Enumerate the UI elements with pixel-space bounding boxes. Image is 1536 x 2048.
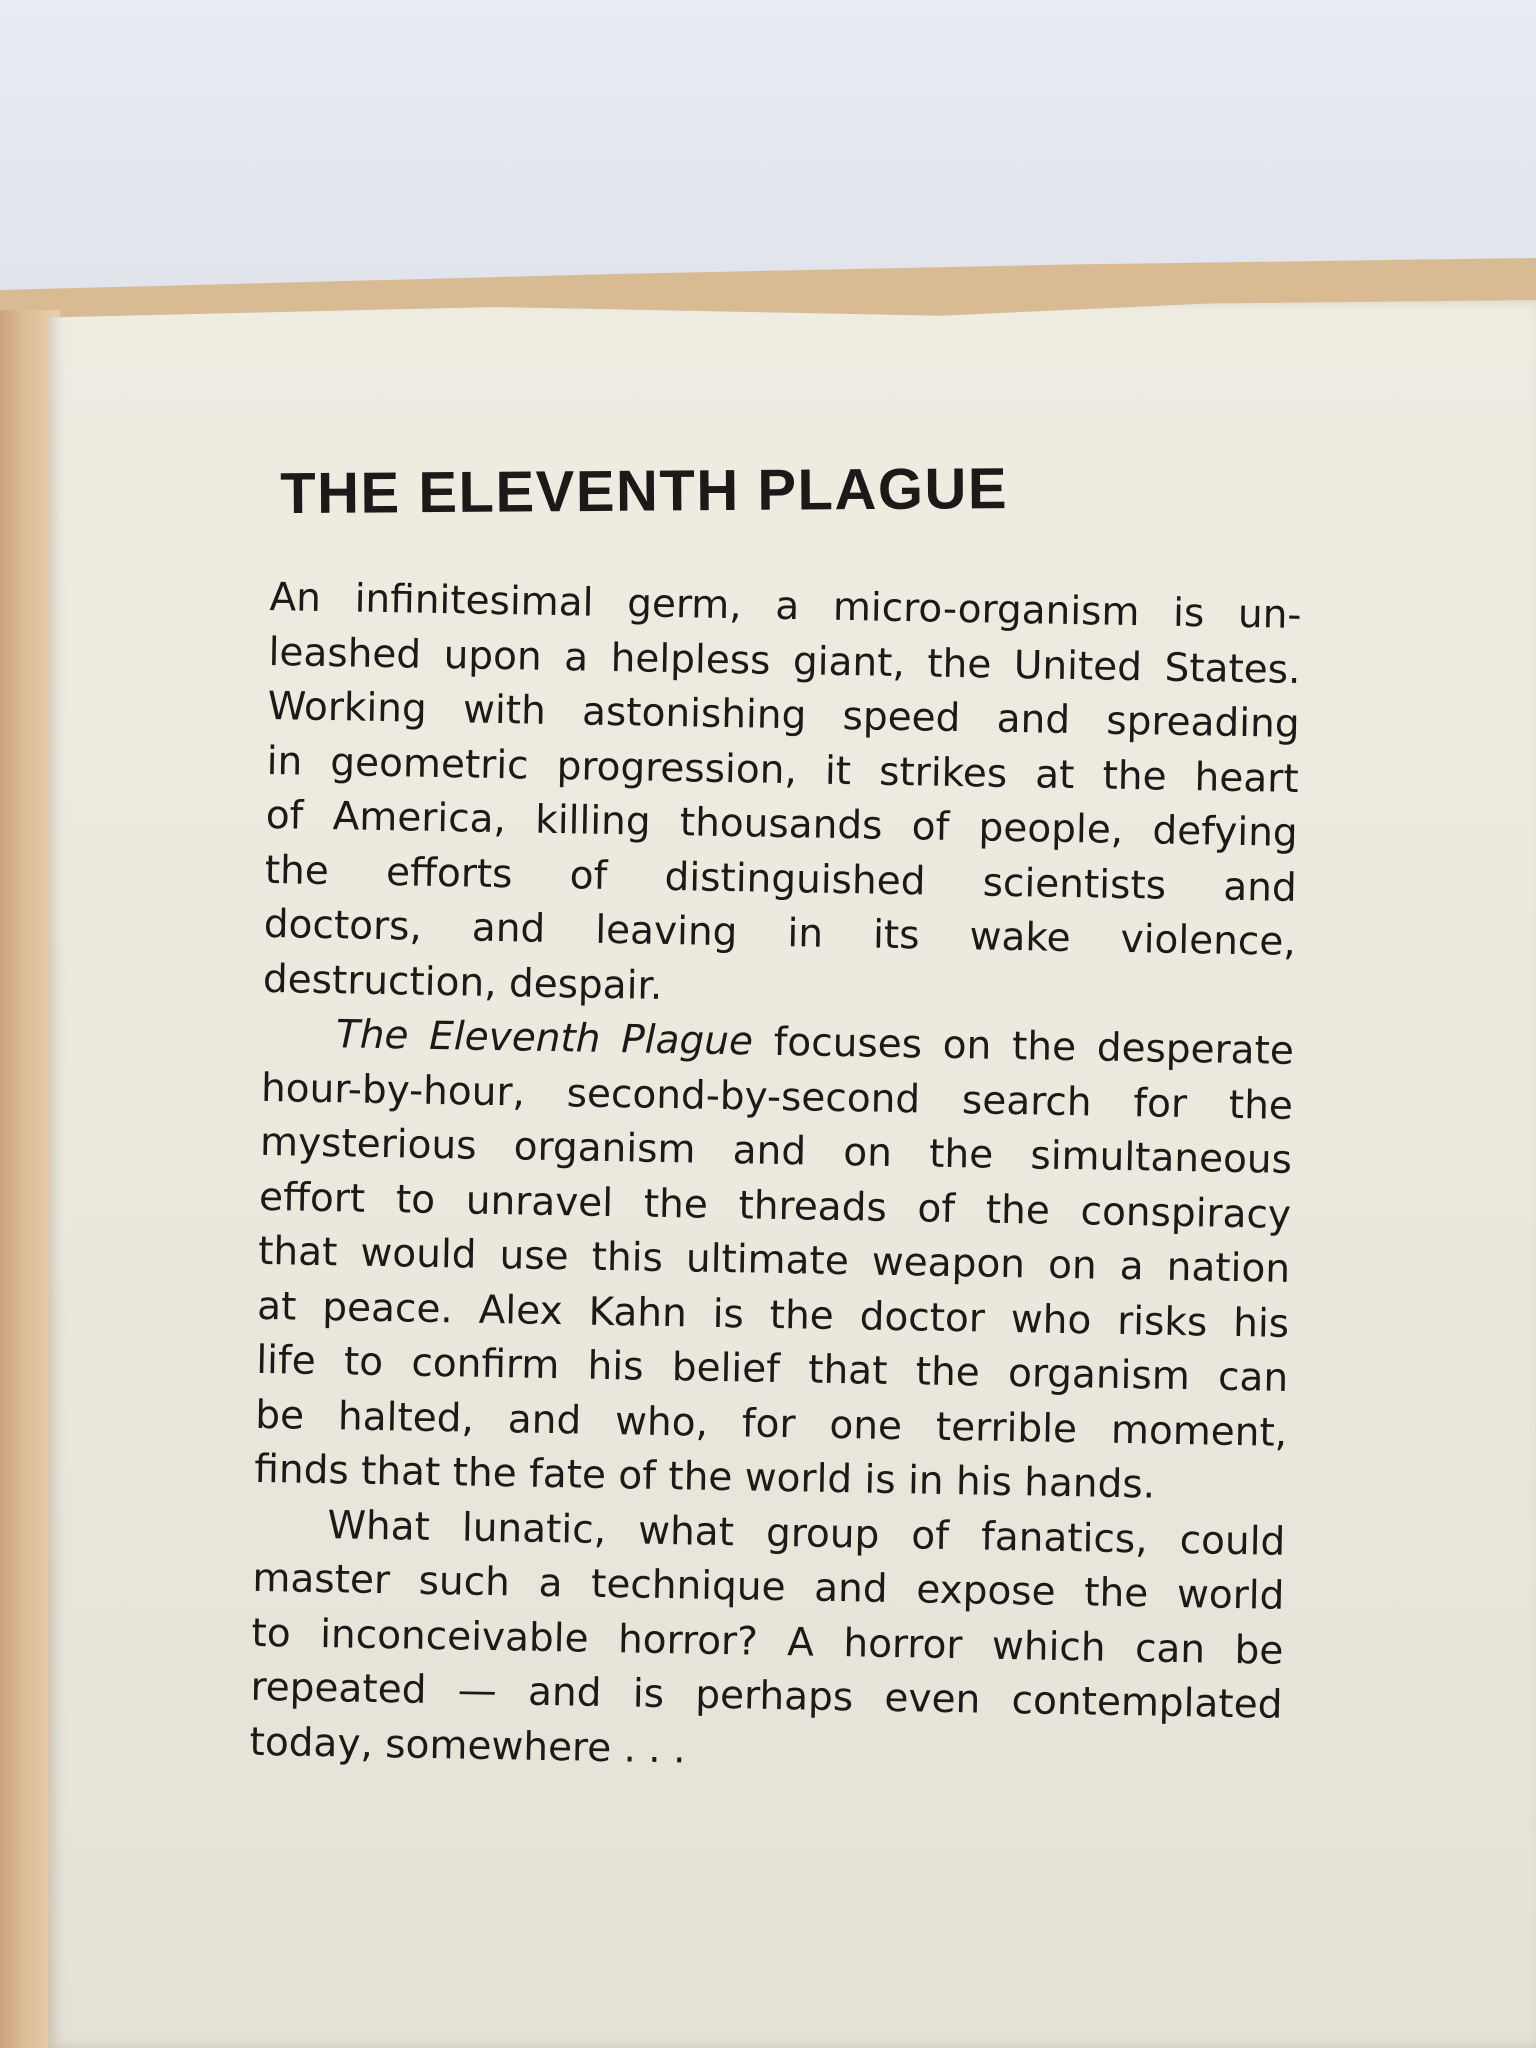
paragraph-2-first-line-rest: focuses on the desperate [752, 1019, 1295, 1074]
paragraph-1-line: Working with astonishing speed and spreading [267, 683, 1300, 747]
blurb-text-block [249, 456, 1304, 1788]
paragraph-2-line: effort to unravel the threads of the conspiracy [258, 1174, 1292, 1238]
paragraph-1-line: destruction, despair. [262, 956, 663, 1009]
paragraph-1-line: in geometric progression, it strikes at the heart [266, 738, 1299, 802]
book-title: THE ELEVENTH PLAGUE [280, 456, 1009, 527]
paragraph-1-line: leashed upon a helpless giant, the United States. [268, 629, 1301, 693]
paragraph-2-line: that would use this ultimate weapon on a nation [257, 1228, 1291, 1292]
paragraph-2-line: at peace. Alex Kahn is the doctor who risks his [256, 1283, 1290, 1347]
paragraph-1-line: the efforts of distinguished scientists and [264, 847, 1298, 911]
paragraph-3 [249, 1497, 1286, 1787]
paragraph-1-line: of America, killing thousands of people, defying [265, 792, 1299, 856]
italic-book-title: The Eleventh Plague [335, 1012, 754, 1065]
paragraph-1-line: An infinitesimal germ, a micro-organism is un- [269, 574, 1302, 638]
paragraph-2-line: mysterious organism and on the simultaneous [259, 1119, 1293, 1183]
paragraph-1 [262, 571, 1301, 1025]
paragraph-2-line: be halted, and who, for one terrible moment, [254, 1392, 1288, 1456]
paragraph-2-line: hour-by-hour, second-by-second search for the [260, 1065, 1294, 1129]
paragraph-3-line: master such a technique and expose the world [252, 1555, 1285, 1619]
paragraph-3-line: to inconceivable horror? A horror which can be [251, 1610, 1284, 1674]
paragraph-2-line: life to confirm his belief that the organism can [255, 1337, 1289, 1401]
paragraph-2-line: finds that the fate of the world is in his hands. [253, 1446, 1156, 1508]
paragraph-3-line: What lunatic, what group of fanatics, could [327, 1502, 1286, 1565]
paragraph-2 [254, 1007, 1294, 1515]
paragraph-1-line: doctors, and leaving in its wake violence, [263, 901, 1297, 965]
paragraph-3-line: today, somewhere . . . [249, 1719, 686, 1772]
paragraph-3-line: repeated — and is perhaps even contemplated [250, 1664, 1283, 1728]
